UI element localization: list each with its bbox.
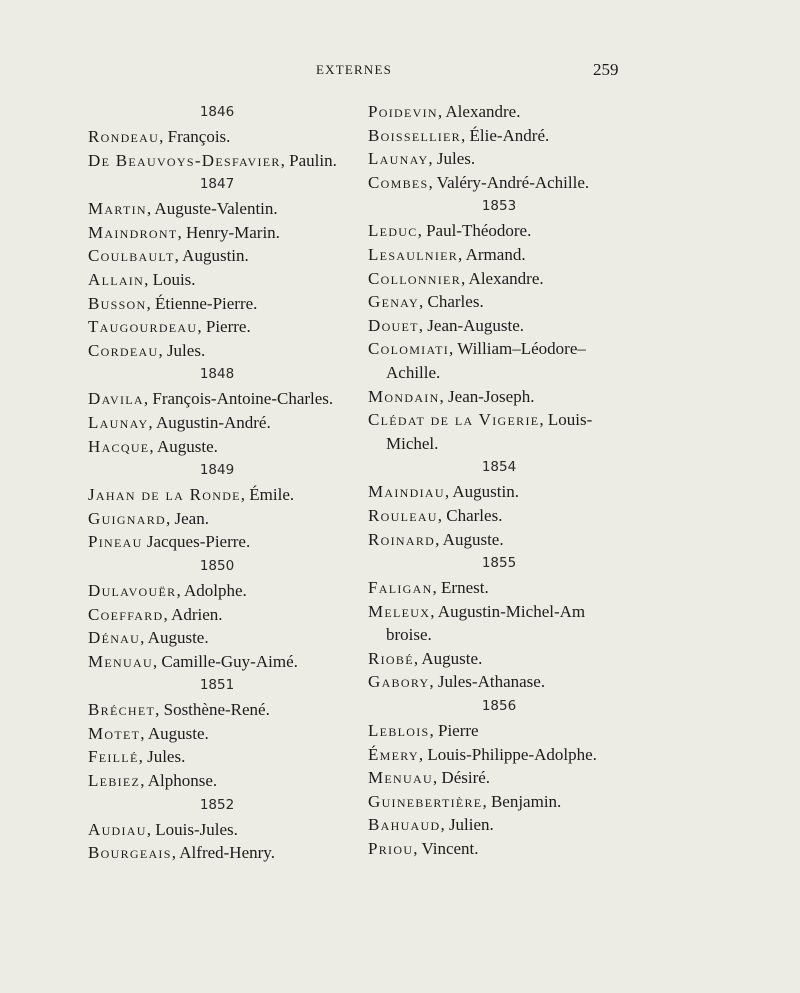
given-names: , Ernest. [432, 578, 489, 598]
left-column [88, 100, 346, 865]
year-heading: 1851 [199, 677, 235, 694]
surname: Bourgeais [88, 843, 172, 863]
name-entry [88, 387, 346, 411]
name-entry [368, 290, 630, 314]
surname: Cordeau [88, 340, 159, 360]
given-names: , Jules. [158, 340, 206, 360]
name-entry [368, 600, 630, 624]
surname: Bahuaud [368, 815, 441, 835]
given-names: , Paulin. [280, 150, 337, 170]
name-entry [368, 647, 630, 671]
name-entry-continuation [368, 361, 630, 385]
given-names: , Charles. [437, 505, 503, 525]
continuation-text: Michel. [386, 433, 439, 453]
given-names: , Pierre. [197, 317, 251, 337]
name-entry [368, 219, 630, 243]
name-entry [88, 125, 346, 149]
surname: Hacque [88, 436, 150, 456]
name-entry [368, 480, 630, 504]
surname: Collonnier [368, 268, 461, 288]
given-names: , Jean. [166, 508, 209, 528]
surname: Riobé [368, 648, 414, 668]
name-entry [368, 837, 630, 861]
name-entry [88, 745, 346, 769]
surname: Genay [368, 292, 420, 312]
surname: Dulavouër [88, 580, 177, 600]
surname: Lesaulnier [368, 244, 459, 264]
name-entry-continuation [368, 623, 630, 647]
surname: Boissellier [368, 125, 461, 145]
surname: Guinebertière [368, 791, 483, 811]
surname: Clédat de la Vigerie [368, 410, 540, 430]
given-names: Jacques-Pierre. [142, 532, 251, 552]
given-names: , Alexandre. [461, 268, 544, 288]
surname: Martin [88, 199, 147, 219]
surname: Launay [368, 149, 429, 169]
surname: Rouleau [368, 505, 438, 525]
year-heading: 1856 [481, 698, 517, 715]
given-names: , Augustin-André. [148, 412, 271, 432]
surname: Poidevin [368, 102, 438, 121]
name-entry [88, 698, 346, 722]
surname: Dénau [88, 628, 141, 648]
given-names: , Auguste. [140, 723, 209, 743]
surname: Leblois [368, 721, 430, 741]
given-names: , Jean-Joseph. [439, 386, 535, 406]
year-heading: 1854 [481, 459, 517, 476]
surname: Jahan de la Ronde [88, 485, 241, 505]
surname: Menuau [88, 651, 153, 671]
year-heading: 1847 [199, 176, 235, 193]
name-entry [368, 504, 630, 528]
name-entry [88, 603, 346, 627]
surname: Motet [88, 723, 141, 743]
given-names: , Augustin. [444, 482, 519, 502]
surname: Faligan [368, 578, 433, 598]
name-entry [368, 576, 630, 600]
name-entry [88, 435, 346, 459]
surname: Rondeau [88, 127, 160, 146]
name-entry [368, 314, 630, 338]
given-names: , François-Antoine-Charles. [143, 389, 334, 409]
given-names: , Alfred-Henry. [171, 843, 275, 863]
given-names: , Alexandre. [437, 102, 521, 121]
page-number: 259 [593, 60, 619, 79]
given-names: , Jean-Auguste. [418, 315, 525, 335]
name-entry-continuation [368, 432, 630, 456]
name-entry [368, 408, 630, 432]
name-entry [368, 337, 630, 361]
given-names: , Vincent. [413, 839, 479, 859]
name-entry [368, 147, 630, 171]
surname: Gabory [368, 672, 430, 692]
surname: Meleux [368, 601, 431, 621]
name-entry [88, 841, 346, 865]
surname: De Beauvoys-Desfavier [88, 150, 281, 170]
name-entry [88, 149, 346, 173]
name-entry [368, 124, 630, 148]
name-entry [88, 292, 346, 316]
name-entry [88, 507, 346, 531]
surname: Busson [88, 293, 147, 313]
surname: Maindront [88, 222, 178, 242]
given-names: , Jules. [428, 149, 476, 169]
given-names: , Pierre [429, 721, 479, 741]
name-entry [88, 650, 346, 674]
name-entry [88, 268, 346, 292]
given-names: , Désiré. [432, 768, 491, 788]
continuation-text: broise. [386, 625, 432, 645]
surname: Coulbault [88, 246, 175, 266]
name-entry [368, 385, 630, 409]
given-names: , Émile. [240, 485, 295, 505]
name-entry [88, 722, 346, 746]
given-names: , Élie-André. [460, 125, 550, 145]
name-entry [88, 339, 346, 363]
given-names: , Adrien. [163, 604, 223, 624]
given-names: , Paul-Théodore. [417, 221, 532, 241]
given-names: , Sosthène-René. [155, 700, 270, 720]
running-title: EXTERNES [316, 62, 393, 77]
year-heading: 1850 [199, 557, 235, 574]
name-entry [368, 766, 630, 790]
year-heading: 1848 [199, 366, 235, 383]
name-entry [88, 221, 346, 245]
name-entry [368, 267, 630, 291]
year-heading: 1852 [199, 796, 235, 813]
right-column [368, 100, 630, 861]
surname: Menuau [368, 768, 433, 788]
given-names: , Louis. [144, 269, 196, 289]
given-names: , Camille-Guy-Aimé. [152, 651, 298, 671]
surname: Colomiati [368, 339, 450, 359]
name-entry [368, 813, 630, 837]
name-entry [368, 243, 630, 267]
surname: Davila [88, 389, 144, 409]
surname: Priou [368, 839, 414, 859]
surname: Roinard [368, 529, 436, 549]
name-entry [368, 528, 630, 552]
name-entry [88, 626, 346, 650]
given-names: , Charles. [419, 292, 484, 312]
given-names: , Armand. [458, 244, 526, 264]
given-names: , Auguste. [413, 648, 483, 668]
given-names: , Louis-Jules. [146, 819, 238, 839]
given-names: , Auguste-Valentin. [146, 199, 278, 219]
name-entry [88, 530, 346, 554]
given-names: , Louis-Philippe-Adolphe. [418, 744, 597, 764]
name-entry [368, 743, 630, 767]
surname: Maindiau [368, 482, 445, 502]
given-names: , Auguste. [149, 436, 218, 456]
name-entry [368, 719, 630, 743]
given-names: , Auguste. [435, 529, 504, 549]
surname: Guignard [88, 508, 167, 528]
given-names: , Jules-Athanase. [429, 672, 546, 692]
surname: Launay [88, 412, 149, 432]
name-entry [368, 171, 630, 195]
surname: Allain [88, 269, 145, 289]
given-names: , Julien. [440, 815, 494, 835]
surname: Coeffard [88, 604, 164, 624]
name-entry [88, 483, 346, 507]
given-names: , Louis- [539, 410, 593, 430]
surname: Feillé [88, 747, 139, 767]
surname: Combes [368, 172, 429, 192]
given-names: , William–Léodore– [449, 339, 586, 359]
surname: Mondain [368, 386, 440, 406]
surname: Lebiez [88, 771, 141, 791]
name-entry [368, 790, 630, 814]
given-names: , Valéry-André-Achille. [428, 172, 590, 192]
given-names: , Alphonse. [140, 771, 218, 791]
name-entry [88, 411, 346, 435]
given-names: , François. [159, 127, 231, 146]
year-heading: 1849 [199, 462, 235, 479]
name-entry [368, 670, 630, 694]
surname: Leduc [368, 221, 418, 241]
given-names: , Adolphe. [176, 580, 247, 600]
name-entry [88, 197, 346, 221]
year-heading: 1846 [199, 104, 235, 120]
given-names: , Augustin-Michel-Am [430, 601, 586, 621]
surname: Audiau [88, 819, 147, 839]
continuation-text: Achille. [386, 362, 441, 382]
given-names: , Auguste. [140, 628, 209, 648]
name-entry [88, 818, 346, 842]
surname: Bréchet [88, 700, 156, 720]
year-heading: 1855 [481, 555, 517, 572]
given-names: , Henry-Marin. [177, 222, 280, 242]
given-names: , Étienne-Pierre. [146, 293, 258, 313]
page-header [0, 62, 800, 86]
name-entry [88, 579, 346, 603]
name-entry [368, 100, 630, 124]
given-names: , Benjamin. [482, 791, 562, 811]
name-entry [88, 315, 346, 339]
given-names: , Jules. [138, 747, 186, 767]
name-entry [88, 244, 346, 268]
surname: Pineau [88, 532, 143, 552]
year-heading: 1853 [481, 198, 517, 215]
surname: Douet [368, 315, 419, 335]
given-names: , Augustin. [174, 246, 249, 266]
surname: Émery [368, 744, 419, 764]
name-entry [88, 769, 346, 793]
surname: Taugourdeau [88, 317, 198, 337]
